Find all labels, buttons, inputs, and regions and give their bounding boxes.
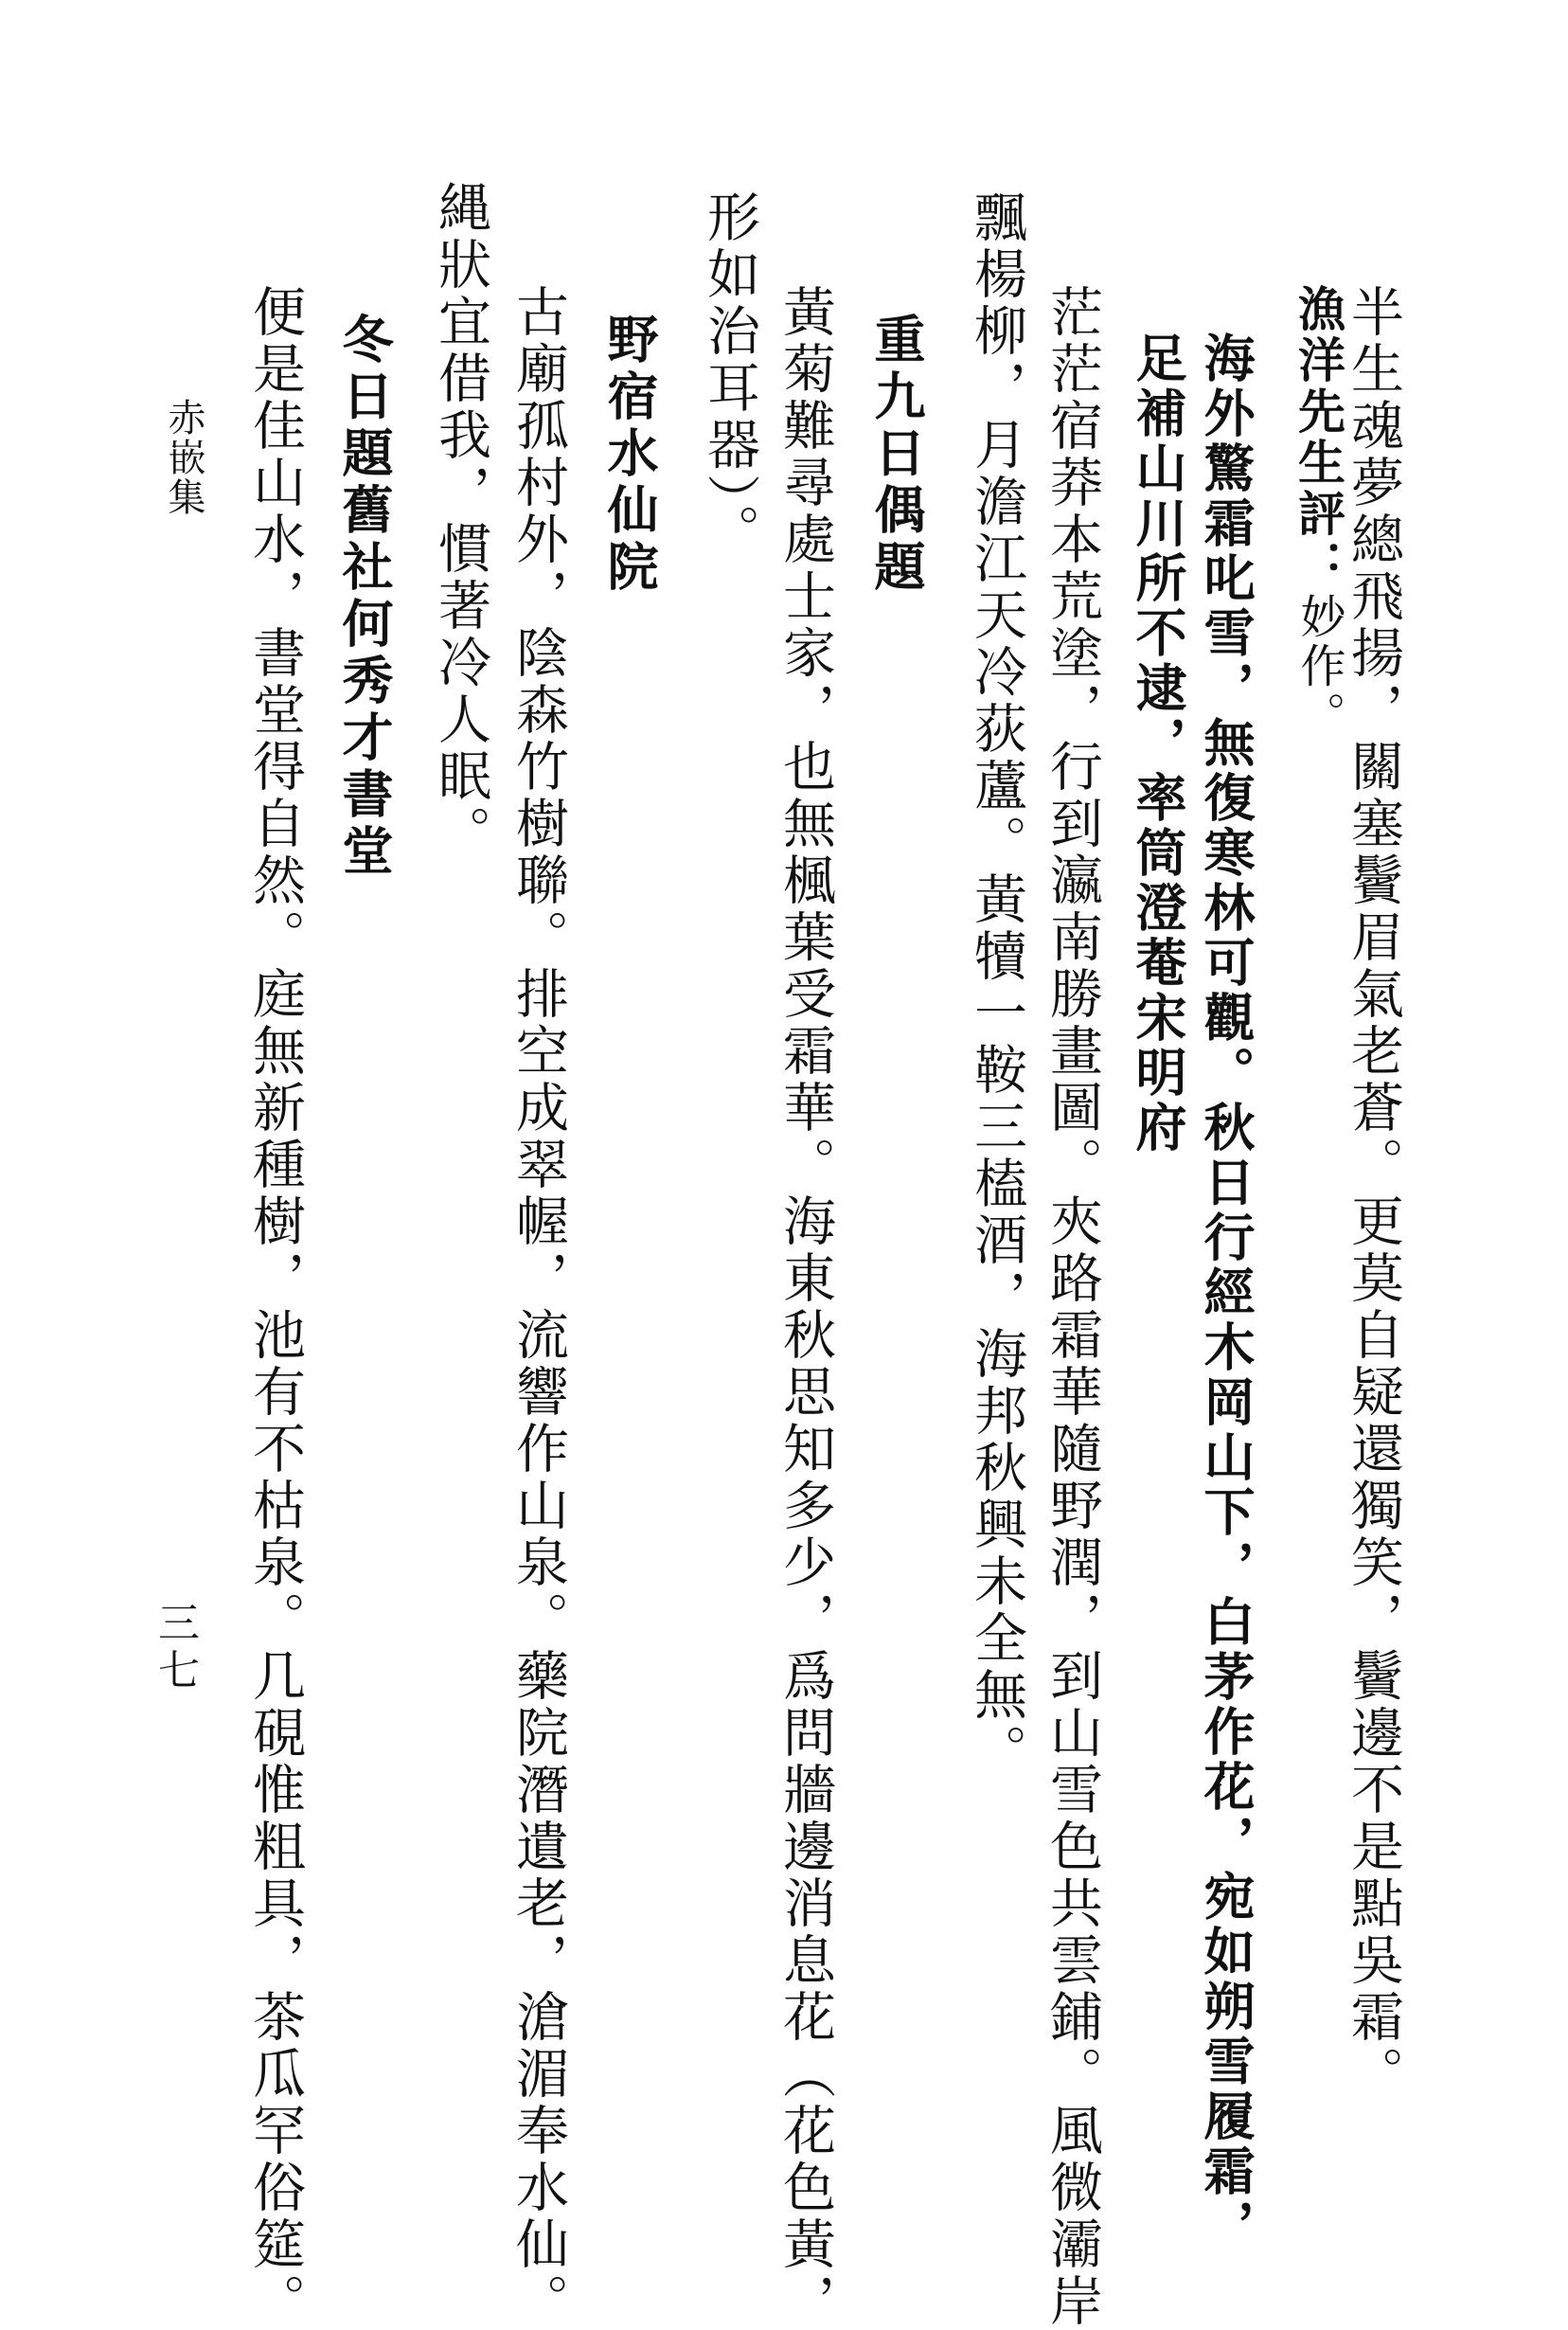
poem-column: 縄狀宜借我，慣著冷人眠。 <box>430 180 491 862</box>
poem-column: 茫茫宿莽本荒塗，行到瀛南勝畫圖。夾路霜華隨野潤，到山雪色共雲鋪。風微灞岸 <box>1042 284 1103 2330</box>
book-title: 赤嵌集 <box>162 398 205 517</box>
poem-title: 重九日偶題 <box>866 313 927 597</box>
poem-preface-column: 足補山川所不逮，率筒澄菴宋明府 <box>1128 332 1188 1156</box>
page-number: 三七 <box>151 1601 199 1695</box>
poem-column: 飄楊柳，月澹江天冷荻蘆。黃犢一鞍三榼酒，海邦秋興未全無。 <box>966 189 1027 1781</box>
poem-column: 形如治耳器）。 <box>699 189 760 561</box>
poem-preface-column: 海外驚霜叱雪，無復寒林可觀。秋日行經木岡山下，白茅作花，宛如朔雪履霜， <box>1196 332 1256 2254</box>
commentary-text: 妙作。 <box>1292 593 1345 741</box>
poem-column: 古廟孤村外，陰森竹樹聯。排空成翠幄，流響作山泉。藥院潛遺老，滄湄奉水仙。 <box>508 284 569 2330</box>
poem-column: 半生魂夢總飛揚，關塞鬢眉氣老蒼。更莫自疑還獨笑，鬢邊不是點吳霜。 <box>1343 284 1404 2103</box>
poem-title: 冬日題舊社何秀才書堂 <box>334 313 395 881</box>
commentary-label: 漁洋先生評： <box>1291 284 1346 591</box>
poem-column: 黃菊難尋處士家，也無楓葉受霜華。海東秋思知多少，爲問牆邊消息花（花色黃， <box>775 284 836 2330</box>
poem-column: 便是佳山水，書堂得自然。庭無新種樹，池有不枯泉。几硯惟粗具，茶瓜罕俗筵。 <box>244 284 306 2330</box>
poem-title: 野宿水仙院 <box>599 313 660 597</box>
